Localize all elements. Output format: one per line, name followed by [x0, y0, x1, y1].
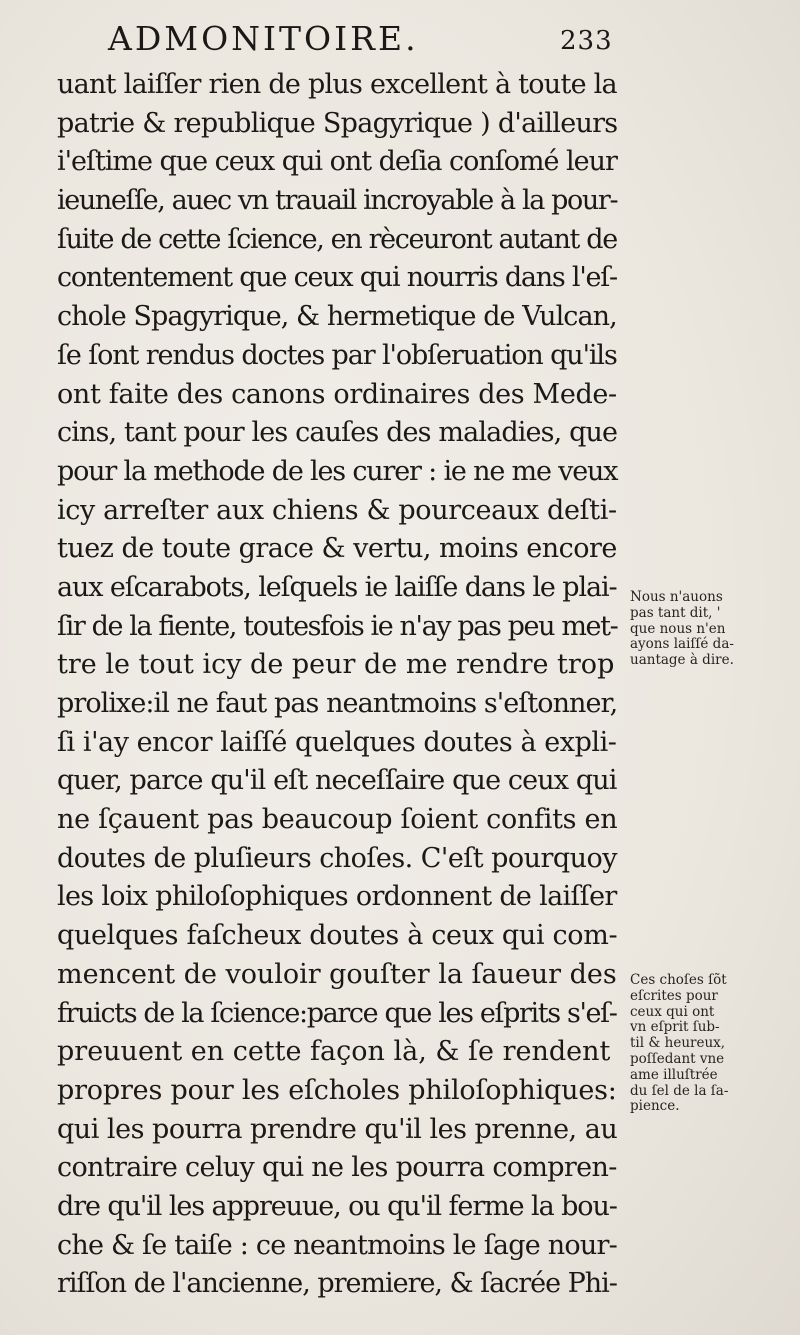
margin-note-1 — [630, 590, 780, 669]
text-line: ſir de la fiente, toutesfois ie n'ay pas peu met- — [57, 610, 618, 642]
text-line: ſuite de cette ſcience, en rèceuront autant de — [57, 223, 617, 255]
margin-note-line: til & heureux, — [630, 1035, 726, 1052]
text-line: icy arreſter aux chiens & pourceaux deſti- — [57, 494, 617, 526]
text-line: contentement que ceux qui nourris dans l'eſ- — [57, 262, 617, 294]
margin-note-line: que nous n'en — [630, 620, 726, 637]
text-line: i'eſtime que ceux qui ont deſia conſomé leur — [57, 146, 617, 178]
text-line: aux eſcarabots, leſquels ie laiſſe dans le plai- — [57, 571, 617, 603]
running-header — [108, 14, 628, 64]
text-line: uant laiſſer rien de plus excellent à toute la — [57, 69, 617, 100]
text-line: doutes de pluſieurs choſes. C'eſt pourquoy — [57, 842, 617, 874]
text-line: che & ſe taiſe : ce neantmoins le ſage nour- — [57, 1229, 617, 1261]
margin-note-line: ayons laiſſé da- — [630, 636, 734, 653]
text-line: ſe ſont rendus doctes par l'obſeruation qu'ils — [57, 339, 617, 371]
text-line: mencent de vouloir gouſter la ſaueur des — [57, 958, 617, 990]
text-line: ſi i'ay encor laiſſé quelques doutes à expli- — [57, 726, 617, 758]
margin-note-line: pas tant dit, ' — [630, 604, 721, 621]
margin-note-2 — [630, 973, 780, 1115]
text-line: contraire celuy qui ne les pourra compren- — [57, 1152, 617, 1184]
running-title: ADMONITOIRE. — [108, 19, 419, 58]
text-line: riſſon de l'ancienne, premiere, & ſacrée Phi- — [57, 1268, 617, 1300]
text-line: pour la methode de les curer : ie ne me veux — [57, 455, 618, 487]
text-line: ne ſçauent pas beaucoup ſoient confits en — [57, 804, 618, 836]
page-number: 233 — [560, 26, 613, 56]
text-line: preuuent en cette façon là, & ſe rendent — [57, 1036, 611, 1068]
margin-note-line: vn eſprit ſub- — [630, 1019, 720, 1036]
margin-note-line: Ces choſes ſõt — [630, 972, 727, 988]
main-text-block — [57, 66, 617, 1304]
margin-note-line: ceux qui ont — [630, 1003, 715, 1020]
text-line: ont faite des canons ordinaires des Mede- — [57, 378, 617, 410]
text-line: fruicts de la ſcience:parce que les eſprits s'eſ- — [57, 997, 617, 1029]
margin-note-line: eſcrites pour — [630, 987, 718, 1004]
margin-note-line: uantage à dire. — [630, 652, 734, 669]
text-line: ieuneſſe, auec vn trauail incroyable à la pour- — [57, 185, 618, 217]
text-line: dre qu'il les appreuue, ou qu'il ferme la bou- — [57, 1190, 617, 1222]
text-line: qui les pourra prendre qu'il les prenne, au — [57, 1113, 618, 1145]
margin-note-line: ame illuſtrée — [630, 1066, 718, 1083]
text-line: tre le tout icy de peur de me rendre trop — [57, 649, 615, 681]
text-line: tuez de toute grace & vertu, moins encore — [57, 533, 617, 565]
margin-note-line: pience. — [630, 1098, 680, 1115]
text-line: cins, tant pour les cauſes des maladies, que — [57, 417, 618, 449]
text-line: quer, parce qu'il eſt neceſſaire que ceux qui — [57, 765, 617, 797]
text-line: patrie & republique Spagyrique ) d'ailleurs — [57, 107, 618, 139]
text-line: chole Spagyrique, & hermetique de Vulcan, — [57, 301, 617, 333]
margin-note-line: poſſedant vne — [630, 1050, 725, 1067]
text-line: propres pour les eſcholes philoſophiques: — [57, 1074, 617, 1106]
text-line: les loix philoſophiques ordonnent de laiſſer — [57, 881, 617, 913]
text-line: quelques faſcheux doutes à ceux qui com- — [57, 920, 618, 952]
text-line: prolixe:il ne faut pas neantmoins s'eſtonner, — [57, 688, 618, 719]
margin-note-line: du ſel de la ſa- — [630, 1082, 729, 1099]
margin-note-line: Nous n'auons — [630, 589, 723, 605]
